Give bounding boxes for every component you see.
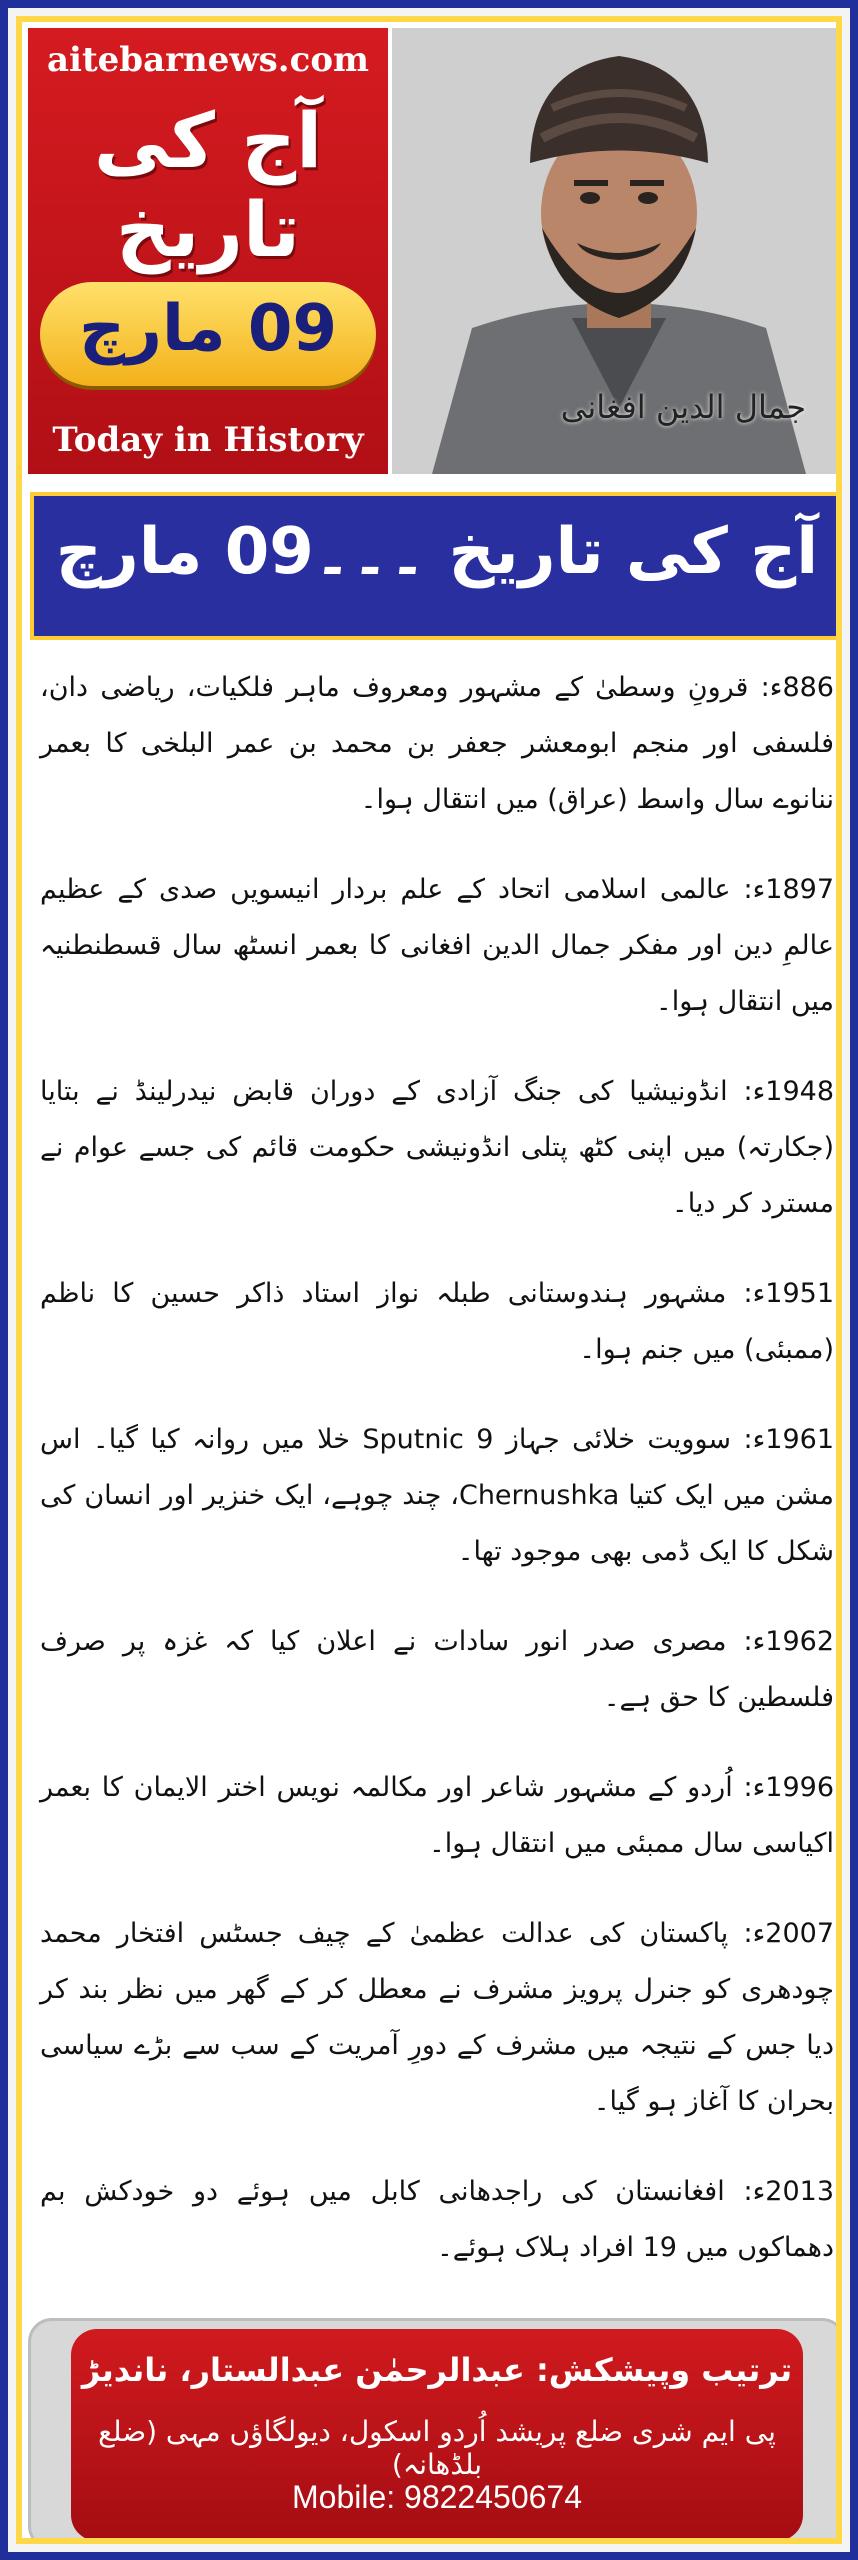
portrait-image [392,28,842,474]
history-entry-1996: 1996ء: اُردو کے مشہور شاعر اور مکالمہ نویس اختر الایمان کا بعمر اکیاسی سال ممبئی میں انتقال ہوا۔ [40,1772,834,1859]
mobile-number: Mobile: 9822450674 [291,2479,582,2515]
date-text: 09 مارچ [79,292,337,366]
history-entry-2007: 2007ء: پاکستان کی عدالت عظمیٰ کے چیف جسٹس افتخار محمد چودھری کو جنرل پرویز مشرف نے معطل کر کے گھر میں نظر بند کر دیا جس کے نتیجہ میں مشرف کے دورِ آمریت کے سب سے بڑے سیاسی بحران کا آغاز ہو گیا۔ [40,1918,834,2117]
history-entry-1962: 1962ء: مصری صدر انور سادات نے اعلان کیا کہ غزہ پر صرف فلسطین کا حق ہے۔ [40,1626,834,1713]
history-entry-1951: 1951ء: مشہور ہندوستانی طبلہ نواز استاد ذاکر حسین کا ناظم (ممبئی) میں جنم ہوا۔ [40,1278,834,1365]
footer [28,2318,842,2544]
history-entry-1961: 1961ء: سوویت خلائی جہاز Sputnic 9 خلا میں روانہ کیا گیا۔ اس مشن میں ایک کتیا Chernushka، چند چوہے، ایک خنزیر اور انسان کی شکل کا ایک ڈمی بھی موجود تھا۔ [40,1424,835,1567]
header [22,22,842,482]
history-entry-886: 886ء: قرونِ وسطیٰ کے مشہور ومعروف ماہر فلکیات، ریاضی دان، فلسفی اور منجم ابومعشر جعفر بن محمد بن عمر البلخی کا بعمر ننانوے سال واسط (عراق) میں انتقال ہوا۔ [40,672,834,815]
compiler-credit: ترتیب وپیشکش: عبدالرحمٰن عبدالستار، ناندیڑ [81,2351,793,2389]
history-entry-1897: 1897ء: عالمی اسلامی اتحاد کے علم بردار انیسویں صدی کے عظیم عالمِ دین اور مفکر جمال الدین افغانی کا بعمر انسٹھ سال قسطنطنیہ میں انتقال ہوا۔ [40,874,834,1017]
history-entry-2013: 2013ء: افغانستان کی راجدھانی کابل میں ہوئے دو خودکش بم دھماکوں میں 19 افراد ہلاک ہوئے۔ [40,2176,834,2263]
aaj-ki-tareekh-logo: آج کی تاریخ [93,96,323,274]
site-name: aitebarnews.com [47,40,369,80]
footer-red-panel [71,2329,803,2541]
inner-border [16,16,842,2544]
school-name: پی ایم شری ضلع پریشد اُردو اسکول، دیولگاؤں مہی (ضلع بلڈھانہ) [98,2415,776,2481]
title-bar [30,492,842,640]
date-badge [40,282,376,386]
entries-list [40,660,834,2310]
page-title: آج کی تاریخ ۔۔۔09 مارچ [55,515,819,589]
history-entry-1948: 1948ء: انڈونیشیا کی جنگ آزادی کے دوران قابض نیدرلینڈ نے بتایا (جکارتہ) میں اپنی کٹھ پتلی انڈونیشی حکومت قائم کی جسے عوام نے مسترد کر دیا۔ [40,1076,834,1219]
portrait-name: جمال الدین افغانی [560,388,806,426]
today-in-history-label: Today in History [52,420,364,460]
